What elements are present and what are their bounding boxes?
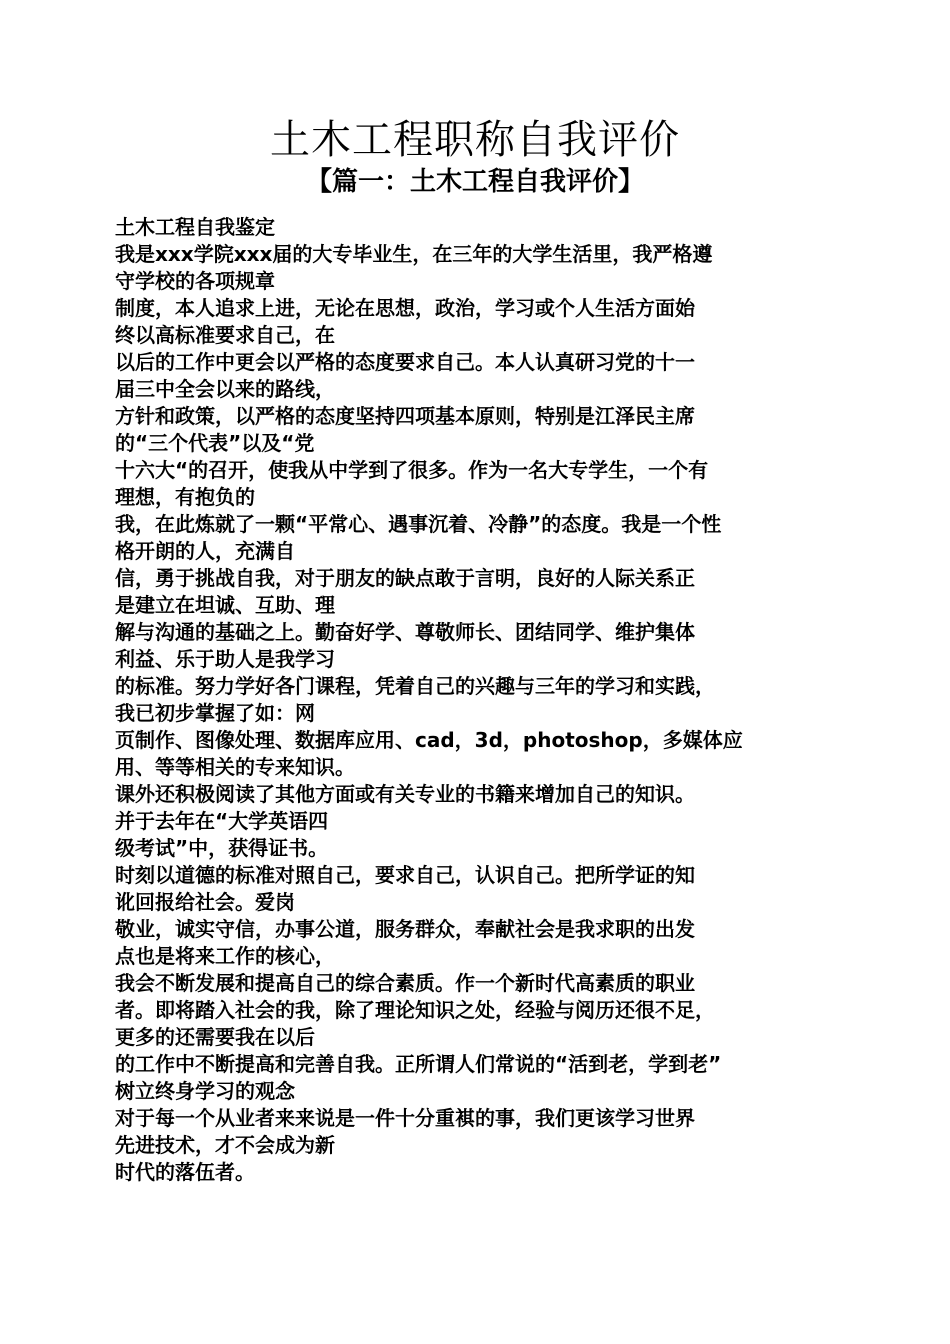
body-line: 时代的落伍者。 xyxy=(115,1160,255,1184)
body-line: 时刻以道德的标准对照自己，要求自己，认识自己。把所学证的知 xyxy=(115,863,695,887)
body-line: 树立终身学习的观念 xyxy=(115,1079,295,1103)
body-line: 制度，本人追求上进，无论在思想，政治，学习或个人生活方面始 xyxy=(115,296,695,320)
body-line: 者。即将踏入社会的我，除了理论知识之处，经验与阅历还很不足， xyxy=(115,998,715,1022)
body-line: 格开朗的人，充满自 xyxy=(115,539,295,563)
body-line: 级考试”中，获得证书。 xyxy=(115,836,329,860)
body-line: 十六大“的召开，使我从中学到了很多。作为一名大专学生，一个有 xyxy=(115,458,709,482)
body-line: 利益、乐于助人是我学习 xyxy=(115,647,335,671)
body-line: 理想，有抱负的 xyxy=(115,485,255,509)
body-line: 敬业，诚实守信，办事公道，服务群众，奉献社会是我求职的出发 xyxy=(115,917,695,941)
body-line: 点也是将来工作的核心， xyxy=(115,944,335,968)
body-line: 更多的还需要我在以后 xyxy=(115,1025,315,1049)
body-line: 页制作、图像处理、数据库应用、cad，3d，photoshop，多媒体应 xyxy=(115,728,743,752)
body-line: 我，在此炼就了一颗“平常心、遇事沉着、冷静”的态度。我是一个性 xyxy=(115,512,722,536)
body-line: 我已初步掌握了如：网 xyxy=(115,701,315,725)
body-line: 我是xxx学院xxx届的大专毕业生，在三年的大学生活里，我严格遵 xyxy=(115,242,713,266)
body-line: 先进技术，才不会成为新 xyxy=(115,1133,335,1157)
body-line: 的工作中不断提高和完善自我。正所谓人们常说的“活到老，学到老” xyxy=(115,1052,722,1076)
body-line: 以后的工作中更会以严格的态度要求自己。本人认真研习党的十一 xyxy=(115,350,695,374)
body-line: 守学校的各项规章 xyxy=(115,269,275,293)
body-line: 方针和政策，以严格的态度坚持四项基本原则，特别是江泽民主席 xyxy=(115,404,695,428)
body-line: 终以高标准要求自己，在 xyxy=(115,323,335,347)
body-line: 信，勇于挑战自我，对于朋友的缺点敢于言明，良好的人际关系正 xyxy=(115,566,695,590)
body-line: 的“三个代表”以及“党 xyxy=(115,431,315,455)
document-body xyxy=(115,214,845,1186)
document-title: 土木工程职称自我评价 xyxy=(270,117,680,163)
body-line: 是建立在坦诚、互助、理 xyxy=(115,593,335,617)
document-subtitle: 【篇一：土木工程自我评价】 xyxy=(305,167,644,197)
body-line: 对于每一个从业者来来说是一件十分重褀的事，我们更该学习世界 xyxy=(115,1106,695,1130)
body-line: 我会不断发展和提高自己的综合素质。作一个新时代高素质的职业 xyxy=(115,971,695,995)
body-line: 解与沟通的基础之上。勤奋好学、尊敬师长、团结同学、维护集体 xyxy=(115,620,695,644)
body-line: 用、等等相关的专来知识。 xyxy=(115,755,355,779)
body-line: 的标准。努力学好各门课程，凭着自己的兴趣与三年的学习和实践， xyxy=(115,674,715,698)
body-line: 土木工程自我鉴定 xyxy=(115,215,275,239)
body-line: 讹回报给社会。爱岗 xyxy=(115,890,295,914)
body-line: 并于去年在“大学英语四 xyxy=(115,809,329,833)
body-line: 届三中全会以来的路线， xyxy=(115,377,335,401)
body-line: 课外还积极阅读了其他方面或有关专业的书籍来增加自己的知识。 xyxy=(115,782,695,806)
